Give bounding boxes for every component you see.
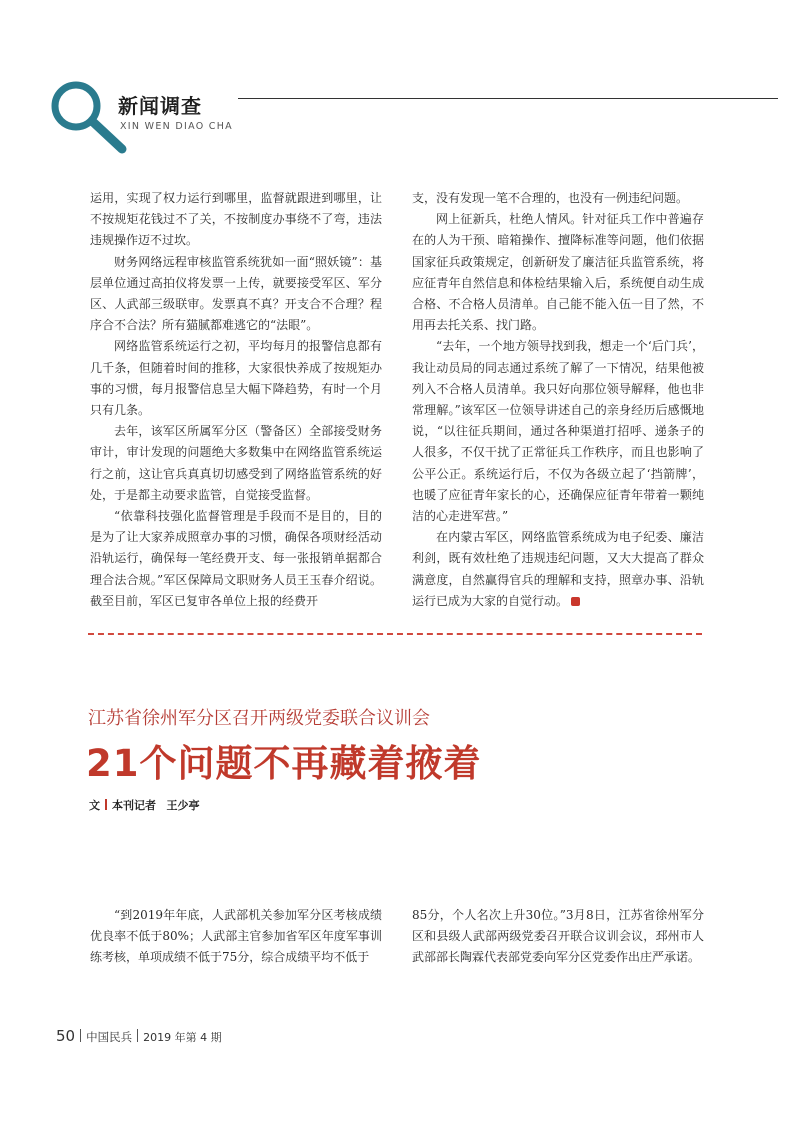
magazine-name: 中国民兵: [86, 1030, 133, 1044]
page-footer: [56, 1026, 222, 1045]
paragraph: 网络监管系统运行之初，平均每月的报警信息都有几千条，但随着时间的推移，大家很快养成了按规矩办事的习惯，每月报警信息呈大幅下降趋势，有时一个月只有几条。: [90, 339, 382, 418]
paragraph: 网上征新兵，杜绝人情风。针对征兵工作中普遍存在的人为干预、暗箱操作、擅降标准等问题，他们依据国家征兵政策规定，创新研发了廉洁征兵监管系统，将应征青年自然信息和体检结果输入后，系统便自动生成合格、不合格人员清单。自己能不能入伍一目了然，不用再去托关系、找门路。: [412, 212, 704, 333]
footer-separator: [137, 1029, 138, 1042]
article2-left-column: [90, 905, 382, 969]
paragraph: 财务网络远程审核监管系统犹如一面“照妖镜”：基层单位通过高拍仪将发票一上传，就要接受军区、军分区、人武部三级联审。发票真不真？开支合不合理？程序合不合法？所有猫腻都难逃它的“法眼”。: [90, 254, 382, 333]
paragraph: 去年，该军区所属军分区（警备区）全部接受财务审计，审计发现的问题绝大多数集中在网络监管系统运行之前，这让官兵真真切切感受到了网络监管系统的好处，于是都主动要求监管，自觉接受监督。: [90, 424, 382, 502]
paragraph: 支，没有发现一笔不合理的，也没有一例违纪问题。: [412, 191, 689, 205]
article-title: 21个问题不再藏着掖着: [86, 742, 482, 785]
paragraph-text: 在内蒙古军区，网络监管系统成为电子纪委、廉洁利剑，既有效杜绝了违规违纪问题，又大大提高了群众满意度，自然赢得官兵的理解和支持，照章办事、沿轨运行已成为大家的自觉行动。: [412, 530, 704, 608]
byline: [89, 797, 200, 813]
footer-separator: [80, 1029, 81, 1042]
article2-right-column: [412, 905, 704, 969]
page-number: 50: [56, 1027, 76, 1045]
byline-role: 本刊记者: [112, 799, 156, 812]
paragraph: “去年，一个地方领导找到我，想走一个‘后门兵’，我让动员局的同志通过系统了解了一下情况，结果他被列入不合格人员清单。我只好向那位领导解释，他也非常理解。”该军区一位领导讲述自己的亲身经历后感慨地说，“以往征兵期间，通过各种渠道打招呼、递条子的人很多，不仅干扰了正常征兵工作秩序，而且也影响了公平公正。系统运行后，不仅为各级立起了‘挡箭牌’，也暖了应征青年家长的心，还确保应征青年带着一颗纯洁的心走进军营。”: [412, 339, 704, 524]
byline-author: 王少亭: [166, 799, 200, 812]
section-title: 新闻调查: [118, 94, 202, 118]
section-pinyin: XIN WEN DIAO CHA: [120, 121, 233, 132]
article-divider: [88, 633, 702, 635]
paragraph: 85分，个人名次上升30位。”3月8日，江苏省徐州军分区和县级人武部两级党委召开联合议训会议，邳州市人武部部长陶霖代表部党委向军分区党委作出庄严承诺。: [412, 908, 704, 965]
byline-separator: [105, 799, 107, 810]
header-rule: [238, 98, 778, 99]
byline-prefix: 文: [89, 799, 100, 812]
article1-left-column: [90, 188, 382, 612]
article-subtitle: 江苏省徐州军分区召开两级党委联合议训会: [88, 708, 430, 729]
paragraph: “依靠科技强化监督管理是手段而不是目的，目的是为了让大家养成照章办事的习惯，确保各项财经活动沿轨运行，确保每一笔经费开支、每一张报销单据都合理合法合规。”军区保障局文职财务人员王玉春介绍说。截至目前，军区已复审各单位上报的经费开: [90, 509, 382, 608]
paragraph: “到2019年年底，人武部机关参加军分区考核成绩优良率不低于80%；人武部主官参加省军区年度军事训练考核，单项成绩不低于75分，综合成绩平均不低于: [90, 908, 382, 965]
end-of-article-icon: [571, 597, 580, 606]
paragraph: 运用，实现了权力运行到哪里，监督就跟进到哪里，让不按规矩花钱过不了关，不按制度办事绕不了弯，违法违规操作迈不过坎。: [90, 191, 382, 248]
paragraph-last: [412, 527, 704, 612]
article1-right-column: [412, 188, 704, 612]
issue-label: 2019 年第 4 期: [143, 1031, 222, 1044]
